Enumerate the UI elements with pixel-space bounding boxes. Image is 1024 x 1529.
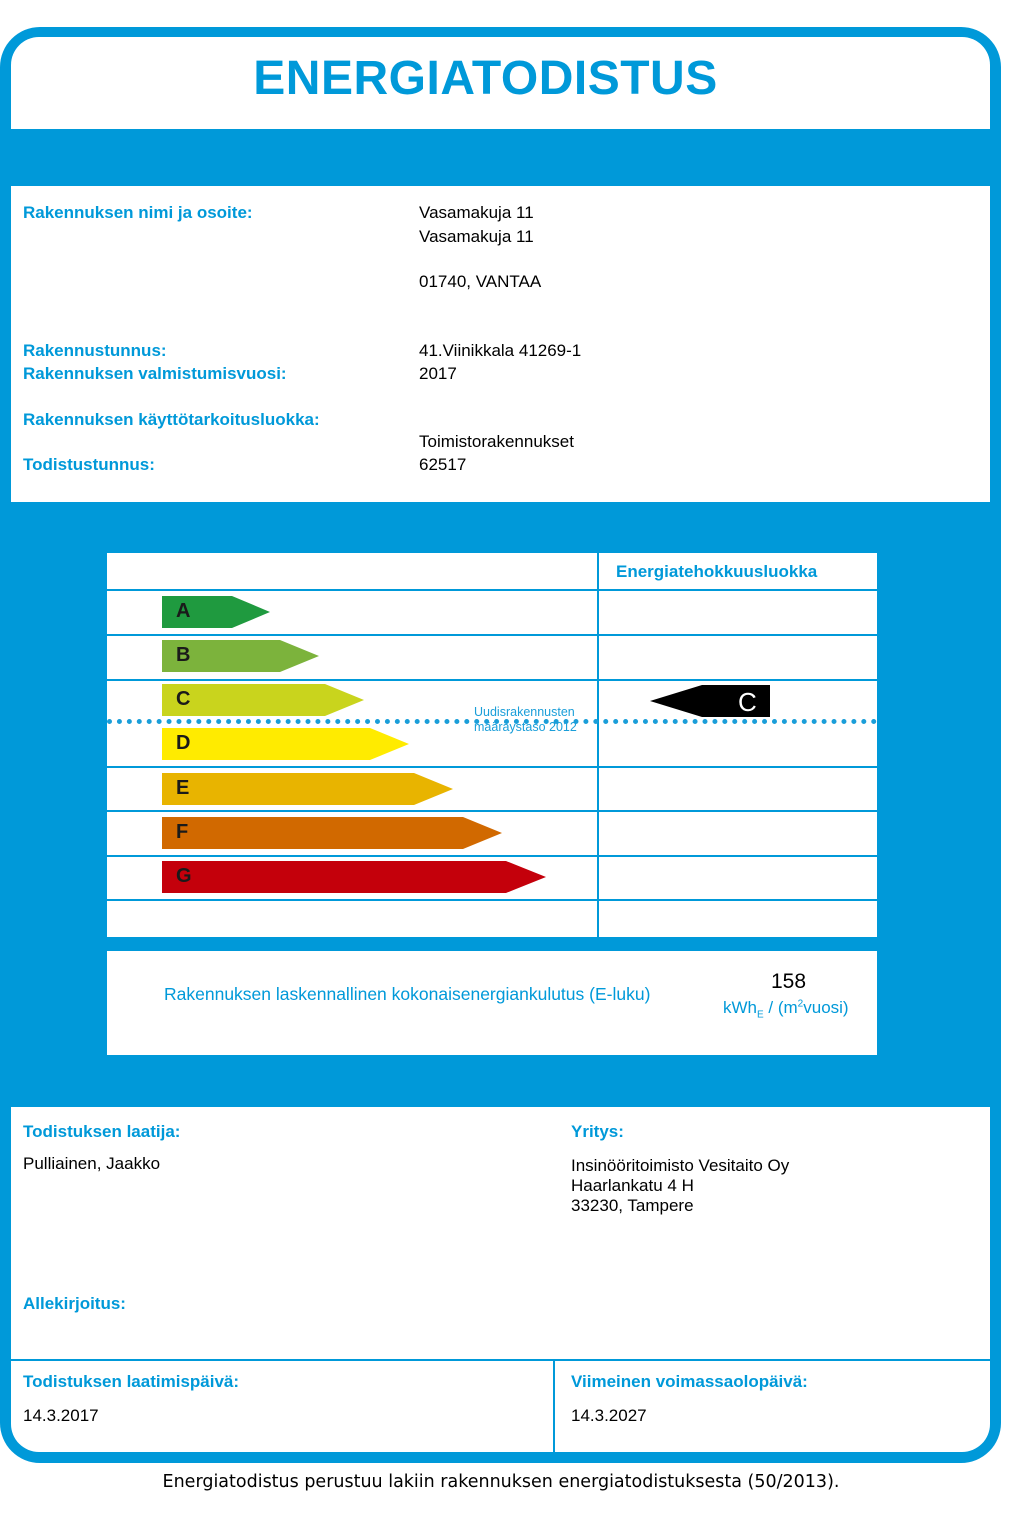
reference-level-label: [474, 705, 577, 735]
chart-row-line: [107, 679, 877, 681]
eluku-unit-end: vuosi): [803, 998, 849, 1017]
dates-column-divider: [553, 1360, 555, 1452]
eluku-unit-mid: / (m: [763, 998, 798, 1017]
class-b-letter: B: [176, 644, 191, 666]
eluku-unit-sub: E: [757, 1009, 764, 1021]
signature-label: Allekirjoitus:: [23, 1294, 126, 1313]
class-f-letter: F: [176, 821, 189, 843]
building-usage-label: Rakennuksen käyttötarkoitusluokka:: [23, 410, 320, 429]
class-e-arrow: [162, 773, 453, 805]
certificate-id-value: 62517: [419, 455, 467, 474]
chart-row-line: [107, 810, 877, 812]
building-usage-value: Toimistorakennukset: [419, 432, 574, 451]
class-g-arrow: [162, 861, 546, 893]
title-panel: [11, 37, 990, 129]
chart-row-line: [107, 634, 877, 636]
building-name-label: Rakennuksen nimi ja osoite:: [23, 203, 253, 222]
document-title: ENERGIATODISTUS: [253, 52, 718, 105]
eluku-label: Rakennuksen laskennallinen kokonaisenergiankulutus (E-luku): [164, 984, 651, 1004]
company-line2: Haarlankatu 4 H: [571, 1176, 694, 1195]
class-f-arrow: [162, 817, 502, 849]
eluku-value: 158: [771, 970, 807, 993]
company-line1: Insinööritoimisto Vesitaito Oy: [571, 1156, 790, 1175]
building-info-panel: [11, 186, 990, 502]
eluku-panel: [107, 951, 877, 1055]
author-name: Pulliainen, Jaakko: [23, 1154, 161, 1173]
building-year-value: 2017: [419, 364, 457, 383]
building-name-line1: Vasamakuja 11: [419, 203, 534, 222]
class-e-letter: E: [176, 777, 190, 799]
class-c-letter: C: [176, 688, 191, 710]
energy-class-chart: [107, 553, 877, 937]
dates-divider: [11, 1359, 990, 1361]
building-id-label: Rakennustunnus:: [23, 341, 167, 360]
chart-row-line: [107, 589, 877, 591]
legal-footnote: Energiatodistus perustuu lakiin rakennuksen energiatodistuksesta (50/2013).: [162, 1472, 840, 1492]
reference-level-line2: määräystaso 2012: [474, 720, 577, 734]
energy-class-column-header: Energiatehokkuusluokka: [616, 562, 818, 581]
building-id-value: 41.Viinikkala 41269-1: [419, 341, 582, 360]
eluku-unit-sup: 2: [797, 998, 804, 1010]
eluku-unit: [723, 998, 849, 1020]
expiry-date-value: 14.3.2027: [571, 1406, 647, 1425]
issuer-panel: [11, 1107, 990, 1452]
chart-row-line: [107, 899, 877, 901]
company-label: Yritys:: [571, 1122, 624, 1141]
class-d-letter: D: [176, 732, 191, 754]
building-name-line2: Vasamakuja 11: [419, 227, 534, 246]
class-c-arrow: [162, 684, 364, 716]
rating-letter: C: [738, 687, 757, 717]
building-postal: 01740, VANTAA: [419, 272, 542, 291]
certificate-id-label: Todistustunnus:: [23, 455, 155, 474]
expiry-date-label: Viimeinen voimassaolopäivä:: [571, 1372, 808, 1391]
class-a-letter: A: [176, 600, 191, 622]
chart-row-line: [107, 766, 877, 768]
rating-indicator: [650, 685, 770, 717]
company-line3: 33230, Tampere: [571, 1196, 694, 1215]
building-year-label: Rakennuksen valmistumisvuosi:: [23, 364, 287, 383]
chart-column-divider: [597, 553, 599, 937]
author-label: Todistuksen laatija:: [23, 1122, 181, 1141]
eluku-unit-main: kWh: [723, 998, 757, 1017]
issue-date-label: Todistuksen laatimispäivä:: [23, 1372, 240, 1391]
class-d-arrow: [162, 728, 409, 760]
class-g-letter: G: [176, 865, 192, 887]
chart-row-line: [107, 855, 877, 857]
reference-level-line1: Uudisrakennusten: [474, 705, 575, 719]
issue-date-value: 14.3.2017: [23, 1406, 99, 1425]
